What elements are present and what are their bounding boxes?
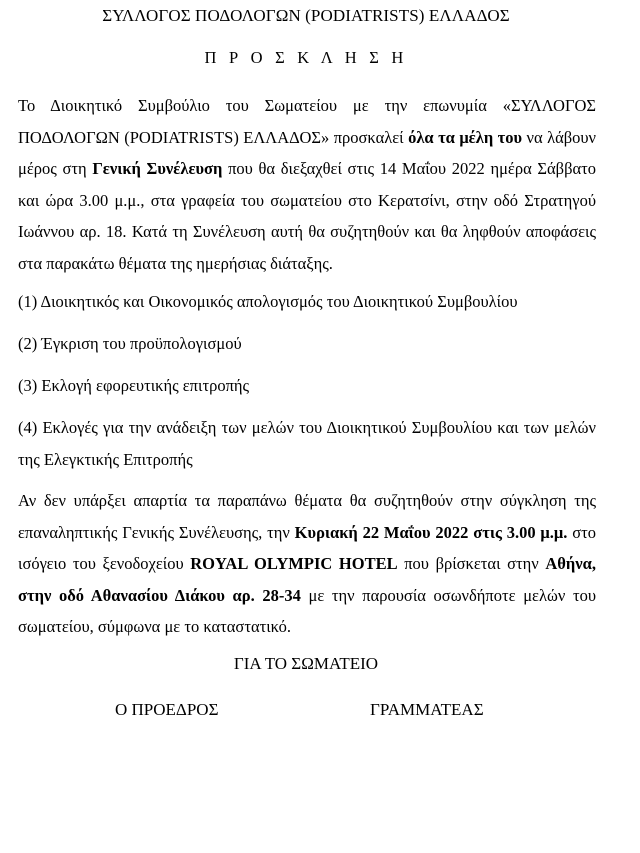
- agenda-item-1: (1) Διοικητικός και Οικονομικός απολογισμός του Διοικητικού Συμβουλίου: [18, 292, 518, 311]
- intro-text-2: να λάβουν μέρος στη: [18, 127, 596, 179]
- agenda-item-3: (3) Εκλογή εφορευτικής επιτροπής: [18, 376, 250, 395]
- closing-text-3: που βρίσκεται στην: [397, 554, 546, 574]
- for-association-label: ΓΙΑ ΤΟ ΣΩΜΑΤΕΙΟ: [233, 654, 379, 673]
- closing-paragraph: [18, 485, 596, 643]
- closing-bold-hotel: ROYAL OLYMPIC HOTEL: [190, 554, 398, 574]
- closing-text-1: Αν δεν υπάρξει απαρτία τα παραπάνω θέματα θα συζητηθούν στην σύγκληση της επαναληπτικής Γενικής Συνέλευσης, την: [18, 491, 596, 542]
- closing-text-2: στο ισόγειο του ξενοδοχείου: [18, 522, 596, 574]
- president-signature-label: Ο ΠΡΟΕΔΡΟΣ: [115, 700, 219, 719]
- intro-bold-members: όλα τα μέλη του: [408, 127, 523, 147]
- intro-paragraph: [18, 90, 596, 280]
- secretary-signature-label: ΓΡΑΜΜΑΤΕΑΣ: [370, 700, 484, 719]
- closing-bold-date: Κυριακή 22 Μαΐου 2022 στις 3.00 μ.μ.: [294, 522, 568, 542]
- intro-text-1: Το Διοικητικό Συμβούλιο του Σωματείου με την επωνυμία «ΣΥΛΛΟΓΟΣ ΠΟΔΟΛΟΓΩΝ (PODIATRISTS) ΕΛΛΑΔΟΣ» προσκαλεί: [18, 96, 596, 147]
- agenda-item-4: (4) Εκλογές για την ανάδειξη των μελών του Διοικητικού Συμβουλίου και των μελών της Ελεγκτικής Επιτροπής: [18, 418, 596, 469]
- organization-title: ΣΥΛΛΟΓΟΣ ΠΟΔΟΛΟΓΩΝ (PODIATRISTS) ΕΛΛΑΔΟΣ: [102, 6, 510, 25]
- intro-bold-assembly: Γενική Συνέλευση: [92, 159, 223, 179]
- closing-text-4: με την παρουσία οσωνδήποτε μελών του σωματείου, σύμφωνα με το καταστατικό.: [18, 585, 596, 637]
- invitation-heading: Π Ρ Ο Σ Κ Λ Η Σ Η: [204, 48, 408, 67]
- closing-bold-address: Αθήνα, στην οδό Αθανασίου Διάκου αρ. 28-34: [18, 554, 596, 605]
- agenda-item-2: (2) Έγκριση του προϋπολογισμού: [18, 334, 242, 353]
- intro-text-3: που θα διεξαχθεί στις 14 Μαΐου 2022 ημέρα Σάββατο και ώρα 3.00 μ.μ., στα γραφεία του σωματείου στο Κερατσίνι, στην οδό Στρατηγού Ιωάννου αρ. 18. Κατά τη Συνέλευση αυτή θα συζητηθούν και θα ληφθούν αποφάσεις στα παρακάτω θέματα της ημερήσιας διάταξης.: [18, 159, 596, 273]
